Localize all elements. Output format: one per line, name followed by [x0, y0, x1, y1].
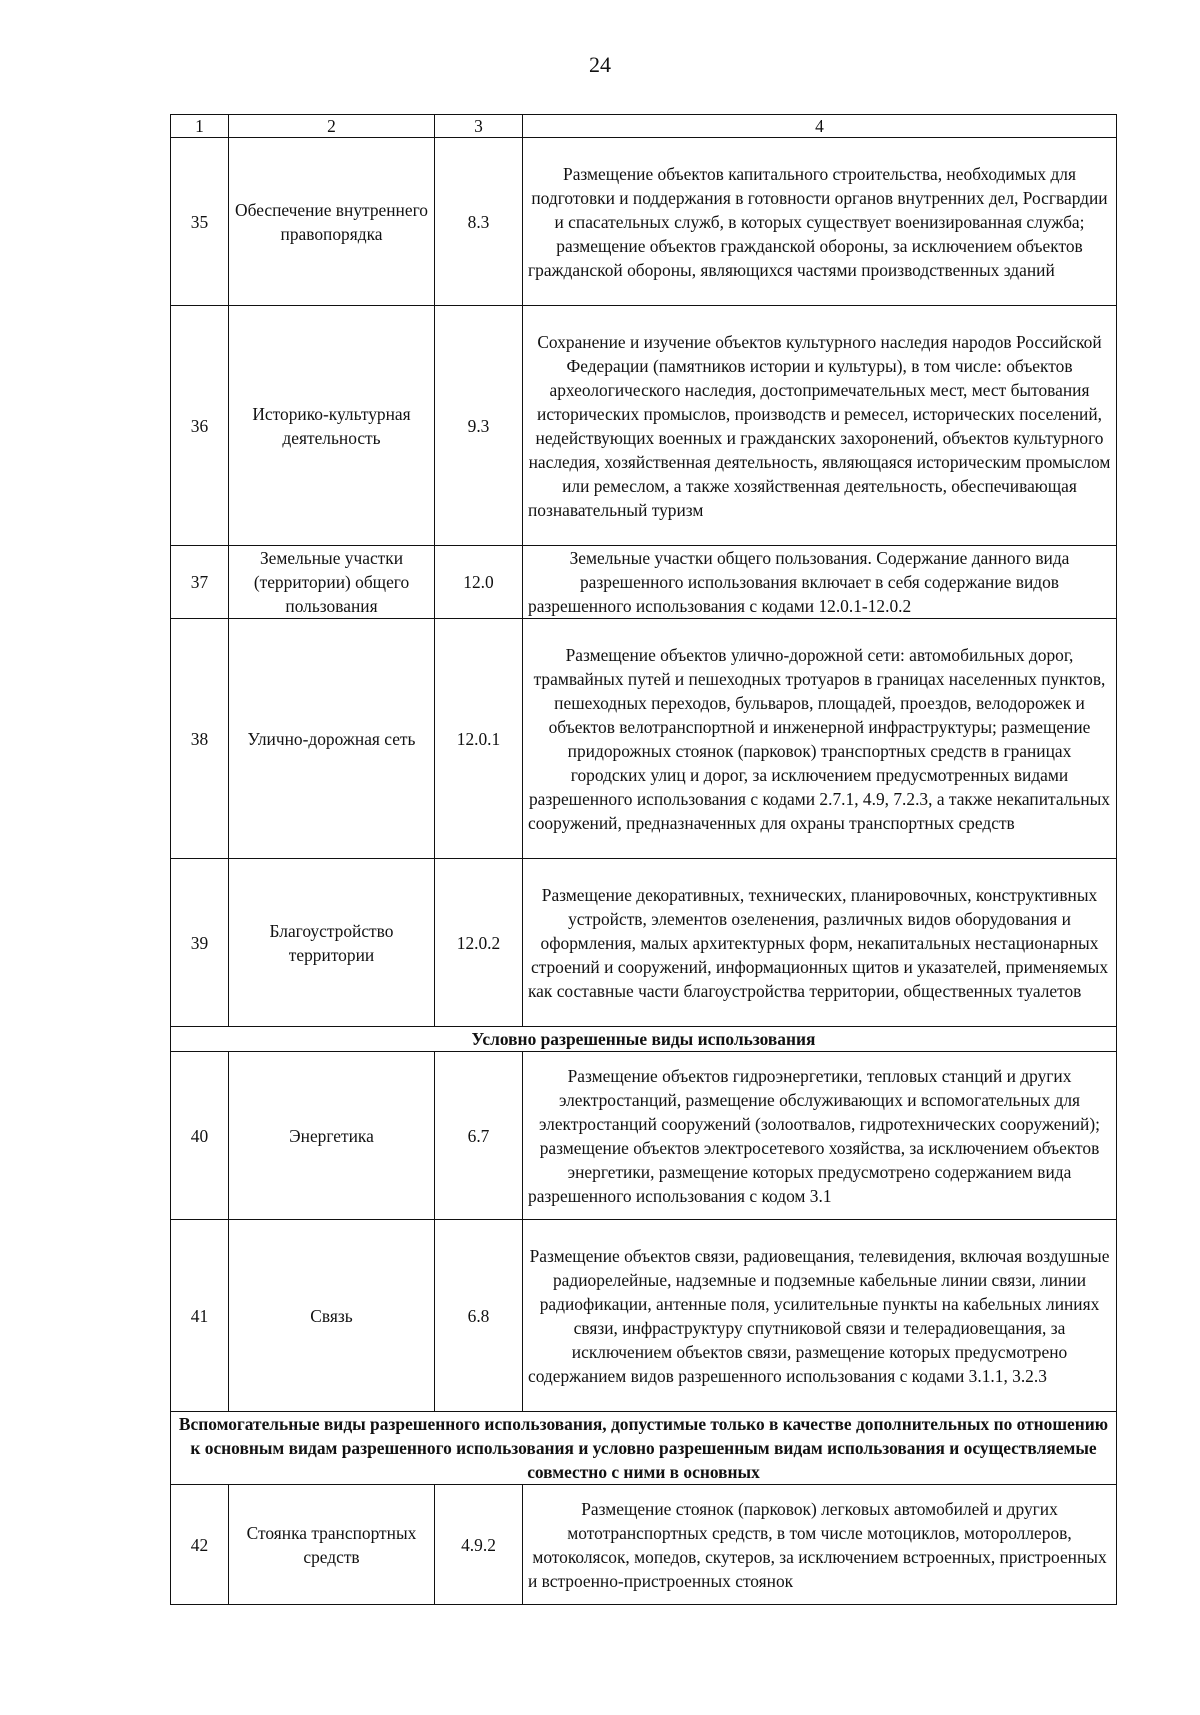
row-number: 41 [171, 1220, 229, 1412]
section-heading-row [171, 1412, 1117, 1485]
row-code: 9.3 [435, 306, 523, 546]
table-header-row [171, 115, 1117, 138]
row-description: Размещение стоянок (парковок) легковых автомобилей и других мототранспортных средств, в том числе мотоциклов, мотороллеров, мотоколясок, мопедов, скутеров, за исключением встроенных, пристроенных и встроенно-пристроенных стоянок [523, 1485, 1117, 1605]
row-code: 6.7 [435, 1052, 523, 1220]
row-description: Размещение объектов связи, радиовещания, телевидения, включая воздушные радиорелейные, надземные и подземные кабельные линии связи, линии радиофикации, антенные поля, усилительные пункты на кабельных линиях связи, инфраструктуру спутниковой связи и телерадиовещания, за исключением объектов связи, размещение которых предусмотрено содержанием видов разрешенного использования с кодами 3.1.1, 3.2.3 [523, 1220, 1117, 1412]
land-use-table [170, 114, 1117, 1605]
row-code: 12.0.1 [435, 619, 523, 859]
row-name: Историко-культурная деятельность [229, 306, 435, 546]
table-row [171, 859, 1117, 1027]
row-number: 36 [171, 306, 229, 546]
table-row [171, 306, 1117, 546]
row-code: 6.8 [435, 1220, 523, 1412]
row-description: Земельные участки общего пользования. Содержание данного вида разрешенного использования включает в себя содержание видов разрешенного использования с кодами 12.0.1-12.0.2 [523, 546, 1117, 619]
row-name: Энергетика [229, 1052, 435, 1220]
row-description: Размещение объектов капитального строительства, необходимых для подготовки и поддержания в готовности органов внутренних дел, Росгвардии и спасательных служб, в которых существует военизированная служба; размещение объектов гражданской обороны, за исключением объектов гражданской обороны, являющихся частями производственных зданий [523, 138, 1117, 306]
section-heading-row [171, 1027, 1117, 1052]
table-row [171, 619, 1117, 859]
table-row [171, 1052, 1117, 1220]
row-number: 39 [171, 859, 229, 1027]
column-header: 2 [229, 115, 435, 138]
row-name: Земельные участки (территории) общего пользования [229, 546, 435, 619]
row-number: 40 [171, 1052, 229, 1220]
row-code: 12.0.2 [435, 859, 523, 1027]
row-description: Размещение объектов гидроэнергетики, тепловых станций и других электростанций, размещение обслуживающих и вспомогательных для электростанций сооружений (золоотвалов, гидротехнических сооружений); размещение объектов электросетевого хозяйства, за исключением объектов энергетики, размещение которых предусмотрено содержанием вида разрешенного использования с кодом 3.1 [523, 1052, 1117, 1220]
row-code: 12.0 [435, 546, 523, 619]
row-description: Сохранение и изучение объектов культурного наследия народов Российской Федерации (памятников истории и культуры), в том числе: объектов археологического наследия, достопримечательных мест, мест бытования исторических промыслов, производств и ремесел, исторических поселений, недействующих военных и гражданских захоронений, объектов культурного наследия, хозяйственная деятельность, являющаяся историческим промыслом или ремеслом, а также хозяйственная деятельность, обеспечивающая познавательный туризм [523, 306, 1117, 546]
row-name: Обеспечение внутреннего правопорядка [229, 138, 435, 306]
page-number: 24 [589, 52, 611, 77]
section-heading: Условно разрешенные виды использования [171, 1027, 1117, 1052]
column-header: 1 [171, 115, 229, 138]
row-description: Размещение объектов улично-дорожной сети: автомобильных дорог, трамвайных путей и пешеходных тротуаров в границах населенных пунктов, пешеходных переходов, бульваров, площадей, проездов, велодорожек и объектов велотранспортной и инженерной инфраструктуры; размещение придорожных стоянок (парковок) транспортных средств в границах городских улиц и дорог, за исключением предусмотренных видами разрешенного использования с кодами 2.7.1, 4.9, 7.2.3, а также некапитальных сооружений, предназначенных для охраны транспортных средств [523, 619, 1117, 859]
row-code: 8.3 [435, 138, 523, 306]
column-header: 4 [523, 115, 1117, 138]
table-row [171, 138, 1117, 306]
row-number: 35 [171, 138, 229, 306]
table-row [171, 1485, 1117, 1605]
table-row [171, 546, 1117, 619]
row-name: Стоянка транспортных средств [229, 1485, 435, 1605]
row-name: Связь [229, 1220, 435, 1412]
row-name: Улично-дорожная сеть [229, 619, 435, 859]
row-code: 4.9.2 [435, 1485, 523, 1605]
section-heading: Вспомогательные виды разрешенного использования, допустимые только в качестве дополнительных по отношению к основным видам разрешенного использования и условно разрешенным видам использования и осуществляемые совместно с ними в основных [171, 1412, 1117, 1485]
table-row [171, 1220, 1117, 1412]
row-number: 42 [171, 1485, 229, 1605]
row-number: 38 [171, 619, 229, 859]
row-number: 37 [171, 546, 229, 619]
column-header: 3 [435, 115, 523, 138]
row-description: Размещение декоративных, технических, планировочных, конструктивных устройств, элементов озеленения, различных видов оборудования и оформления, малых архитектурных форм, некапитальных нестационарных строений и сооружений, информационных щитов и указателей, применяемых как составные части благоустройства территории, общественных туалетов [523, 859, 1117, 1027]
row-name: Благоустройство территории [229, 859, 435, 1027]
